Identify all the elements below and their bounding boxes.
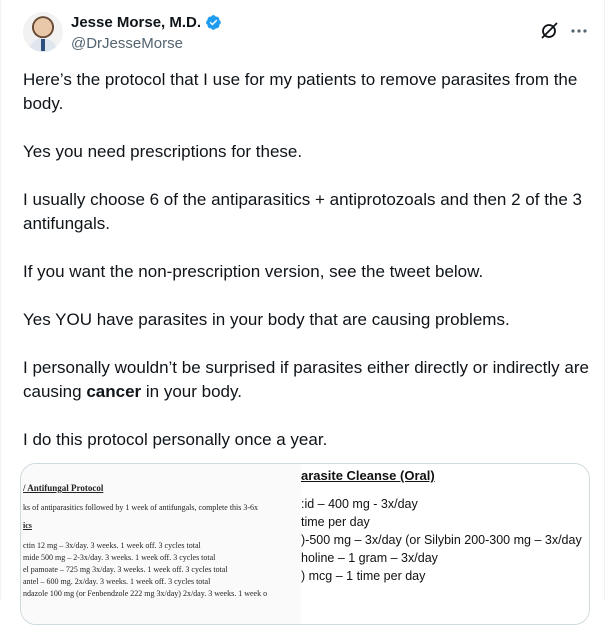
protocol-document-left bbox=[21, 464, 301, 624]
doc-left-line: antel – 600 mg. 2x/day. 3 weeks. 1 week off. 3 cycles total bbox=[23, 577, 211, 586]
doc-right-line: ) mcg – 1 time per day bbox=[301, 569, 426, 583]
tweet-media-image[interactable] bbox=[20, 463, 590, 625]
doc-left-title: / Antifungal Protocol bbox=[23, 483, 104, 493]
avatar-tie bbox=[41, 39, 45, 51]
author-display-name[interactable]: Jesse Morse, M.D. bbox=[71, 14, 202, 31]
author-handle[interactable]: @DrJesseMorse bbox=[71, 35, 183, 52]
tweet-text bbox=[23, 68, 593, 452]
protocol-document-right bbox=[301, 464, 589, 624]
tweet-paragraph bbox=[23, 356, 593, 404]
more-icon[interactable] bbox=[568, 20, 590, 42]
tweet-paragraph: I usually choose 6 of the antiparasitics + antiprotozoals and then 2 of the 3 antifungals. bbox=[23, 190, 582, 233]
doc-right-line: :id – 400 mg - 3x/day bbox=[301, 497, 418, 511]
doc-left-line: ctin 12 mg – 3x/day. 3 weeks. 1 week off. 3 cycles total bbox=[23, 541, 201, 550]
verified-badge-icon bbox=[205, 14, 222, 31]
avatar[interactable] bbox=[23, 12, 63, 52]
author-name-row bbox=[71, 14, 222, 31]
tweet-paragraph: I do this protocol personally once a year. bbox=[23, 430, 328, 449]
doc-right-title: arasite Cleanse (Oral) bbox=[301, 468, 435, 483]
doc-right-line: holine – 1 gram – 3x/day bbox=[301, 551, 438, 565]
doc-left-line: el pamoate – 725 mg 3x/day. 3 weeks. 1 week off. 3 cycles total bbox=[23, 565, 228, 574]
tweet-text-segment: I personally wouldn’t be surprised if parasites either directly or indirectly are causing bbox=[23, 358, 589, 401]
tweet-paragraph: Yes YOU have parasites in your body that are causing problems. bbox=[23, 310, 510, 329]
tweet-paragraph: If you want the non-prescription version, see the tweet below. bbox=[23, 262, 484, 281]
tweet-text-segment: in your body. bbox=[141, 382, 242, 401]
doc-left-section: ics bbox=[23, 521, 32, 530]
doc-right-line: )-500 mg – 3x/day (or Silybin 200-300 mg – 3x/day bbox=[301, 533, 582, 547]
tweet-bold-word: cancer bbox=[86, 382, 142, 401]
grok-icon[interactable] bbox=[538, 20, 560, 42]
tweet-paragraph: Yes you need prescriptions for these. bbox=[23, 142, 303, 161]
tweet-paragraph: Here’s the protocol that I use for my patients to remove parasites from the body. bbox=[23, 70, 578, 113]
doc-left-line: mide 500 mg – 2-3x/day. 3 weeks. 1 week off. 3 cycles total bbox=[23, 553, 216, 562]
doc-left-line: ndazole 100 mg (or Fenbendzole 222 mg 3x/day) 2x/day. 3 weeks. 1 week o bbox=[23, 589, 268, 598]
doc-left-subtitle: ks of antiparasitics followed by 1 week of antifungals, complete this 3-6x bbox=[23, 503, 259, 512]
doc-right-line: time per day bbox=[301, 515, 370, 529]
